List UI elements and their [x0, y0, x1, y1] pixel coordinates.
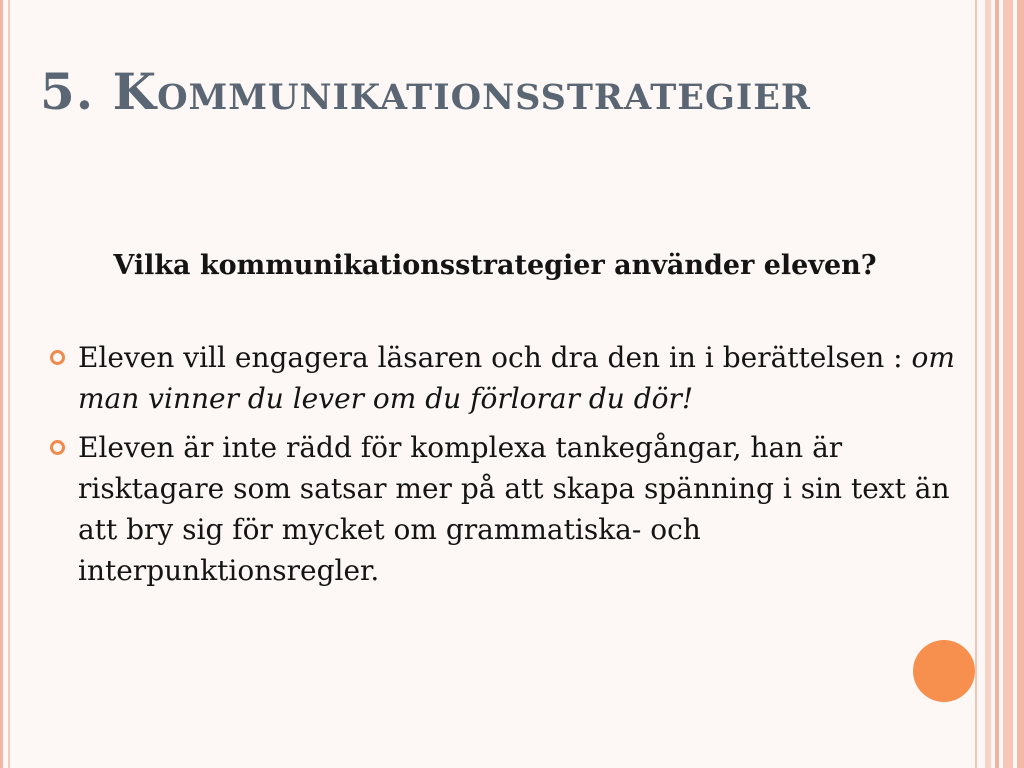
bullet-text: Eleven vill engagera läsaren och dra den in i berättelsen : — [78, 341, 912, 374]
right-frame-stripe — [975, 0, 977, 768]
bullet-text: Eleven är inte rädd för komplexa tankegångar, han är risktagare som satsar mer på att skapa spänning i sin text än att bry sig för mycket om grammatiska- och interpunktionsregler. — [78, 431, 950, 587]
slide-title-number: 5. K — [40, 62, 158, 121]
right-frame-stripe — [1003, 0, 1013, 768]
bullet-emphasis: om man vinner du lever om du förlorar du dör! — [78, 341, 955, 415]
circle-bullet-icon — [50, 440, 65, 455]
bullet-item — [48, 427, 958, 591]
left-frame-line — [8, 0, 10, 768]
circle-bullet-icon — [50, 350, 65, 365]
slide-heading: Vilka kommunikationsstrategier använder eleven? — [113, 250, 877, 281]
bullet-list — [48, 337, 958, 599]
orange-circle-decoration — [913, 640, 975, 702]
left-frame-line — [0, 0, 3, 768]
right-frame-stripe — [1017, 0, 1024, 768]
slide-title — [40, 62, 811, 121]
right-frame-stripe — [995, 0, 999, 768]
bullet-item — [48, 337, 958, 419]
slide-title-rest: ommunikationsstrategier — [157, 62, 811, 121]
right-frame-stripe — [985, 0, 991, 768]
